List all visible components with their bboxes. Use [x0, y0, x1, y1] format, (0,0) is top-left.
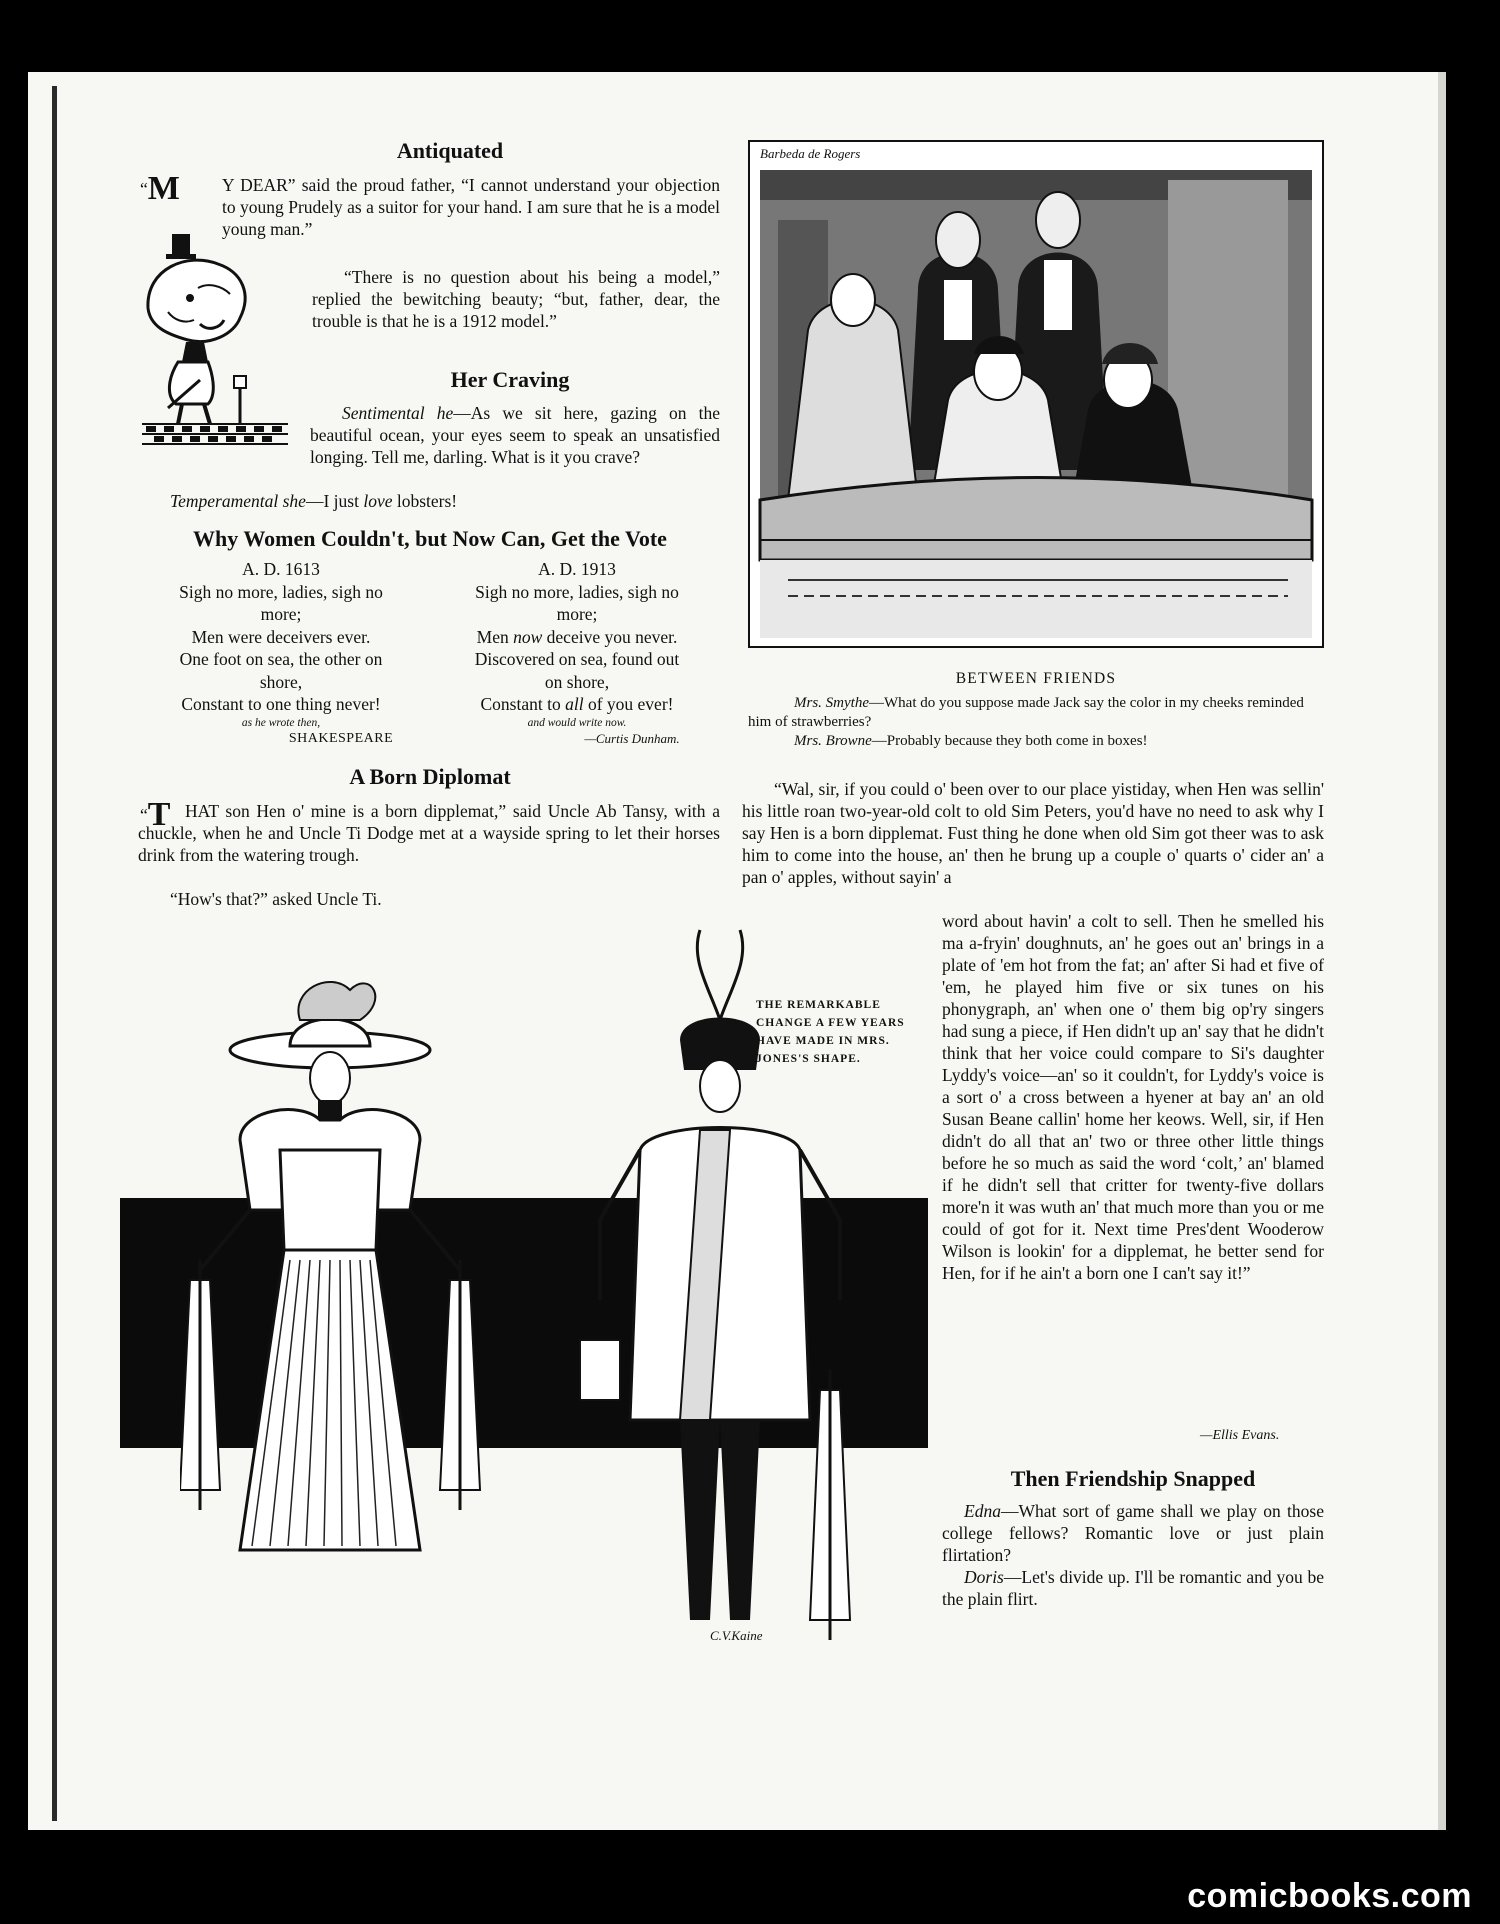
poem-1913-l2	[432, 626, 722, 649]
between-friends-caption	[748, 694, 1324, 751]
poem-1613-l1: Sigh no more, ladies, sigh no	[179, 581, 383, 602]
poem-1913-l2-em: now	[513, 626, 543, 647]
poem-1913	[432, 558, 722, 748]
friendship-line2-text: —Let's divide up. I'll be romantic and you be the plain flirt.	[942, 1567, 1324, 1609]
site-watermark: comicbooks.com	[1187, 1877, 1472, 1915]
poem-1613	[136, 558, 426, 748]
her-craving-line2	[170, 490, 720, 512]
between-friends-line2	[748, 732, 1324, 751]
father-caricature-illustration	[138, 228, 308, 460]
poem-1613-l1b: more;	[260, 604, 302, 624]
poem-1913-l4	[432, 693, 722, 716]
speaker-sentimental: Sentimental he	[342, 403, 454, 423]
poem-1913-l4-post: of you ever!	[583, 694, 674, 714]
dropcap-letter: M	[147, 170, 180, 207]
poem-1613-l3: One foot on sea, the other on	[179, 649, 383, 669]
between-friends-line1-text: —What do you suppose made Jack say the color in my cheeks reminded him of strawberries?	[748, 695, 1304, 730]
fashion-caption: THE REMARKABLE CHANGE A FEW YEARS HAVE MADE IN MRS. JONES'S SHAPE.	[756, 999, 905, 1065]
craving-line1-text: —As we sit here, gazing on the beautiful ocean, your eyes seem to speak an unsatisfied longing. Tell me, darling. What is it you crave?	[310, 403, 720, 467]
poem-1913-l3b: on shore,	[544, 671, 610, 692]
page-edge	[1438, 72, 1446, 1830]
speaker-mrs-smythe: Mrs. Smythe	[794, 695, 869, 711]
poem-1913-l3: Discovered on sea, found out	[474, 649, 680, 669]
friendship-title: Then Friendship Snapped	[1010, 1466, 1256, 1491]
poem-1613-author: SHAKESPEARE	[288, 730, 394, 746]
diplomat-p3-top: “Wal, sir, if you could o' been over to our place yistiday, when Hen was sellin' his little roan two-year-old colt to old Sim Peters, you'd have no need to ask why I say Hen is a born dipplemat. Fust thing he done when old Sim got theer was to ask him to come into the house, an' then he brung up a couple o' quarts o' cider an' a pan o' apples, without sayin' a	[742, 779, 1324, 887]
friendship-line1-text: —What sort of game shall we play on those college fellows? Romantic love or just plain flirtation?	[942, 1501, 1324, 1565]
between-friends-artist-signature: Barbeda de Rogers	[760, 146, 861, 161]
dropcap-quote: “	[140, 179, 148, 199]
poem-1613-l4: Constant to one thing never!	[181, 694, 381, 714]
poem-1613-l2: Men were deceivers ever.	[191, 626, 371, 647]
speaker-temperamental: Temperamental she	[170, 491, 306, 511]
page-spine	[52, 86, 57, 1821]
poem-1913-note: and would write now.	[527, 716, 627, 729]
poem-1613-l3b: shore,	[259, 671, 303, 692]
poem-1913-l4-em: all	[565, 694, 584, 714]
poem-1613-note: as he wrote then,	[241, 716, 321, 729]
friendship-line1	[942, 1500, 1324, 1566]
speaker-doris: Doris	[964, 1567, 1004, 1587]
poem-1913-l1: Sigh no more, ladies, sigh no	[475, 581, 679, 602]
antiquated-p1: Y DEAR” said the proud father, “I cannot understand your objection to young Prudely as a suitor for your hand. I am sure that he is a model young man.”	[222, 175, 720, 239]
poem-1913-l2-pre: Men	[476, 626, 514, 647]
poem-1913-l1b: more;	[556, 604, 598, 624]
diplomat-p2: “How's that?” asked Uncle Ti.	[170, 889, 382, 909]
poem-1913-l4-pre: Constant to	[480, 694, 566, 714]
diplomat-title: A Born Diplomat	[349, 764, 511, 789]
her-craving-title: Her Craving	[450, 367, 570, 392]
diplomat-p1: HAT son Hen o' mine is a born dipplemat,” said Uncle Ab Tansy, with a chuckle, when he and Uncle Ti Dodge met at a wayside spring to let their horses drink from the watering trough.	[138, 801, 720, 865]
antiquated-p2: “There is no question about his being a model,” replied the bewitching beauty; “but, father, dear, the trouble is that he is a 1912 model.”	[312, 267, 720, 331]
dropcap-letter: T	[147, 796, 171, 833]
speaker-edna: Edna	[964, 1501, 1001, 1521]
fashion-artist-signature: C.V.Kaine	[710, 1628, 763, 1643]
dropcap-quote: “	[140, 805, 148, 825]
year-1613: A. D. 1613	[242, 559, 320, 579]
vote-title: Why Women Couldn't, but Now Can, Get the Vote	[193, 526, 667, 551]
craving-line2-pre: —I just	[305, 491, 364, 511]
friendship-line2	[942, 1566, 1324, 1610]
craving-line2-post: lobsters!	[392, 491, 458, 511]
between-friends-line1	[748, 694, 1324, 732]
year-1913: A. D. 1913	[538, 559, 616, 579]
diplomat-author: —Ellis Evans.	[1200, 1428, 1280, 1443]
friendship-text	[942, 1500, 1324, 1610]
woman-1890s-illustration	[180, 950, 500, 1590]
between-friends-line2-text: —Probably because they both come in boxes!	[871, 733, 1148, 749]
antiquated-title: Antiquated	[396, 138, 504, 163]
her-craving-line1	[310, 402, 720, 468]
between-friends-title: BETWEEN FRIENDS	[955, 670, 1117, 687]
craving-line2-em: love	[363, 491, 393, 511]
diplomat-p3-bottom: word about havin' a colt to sell. Then he smelled his ma a-fryin' doughnuts, an' he goes out an' brings in a plate of 'em hot from the fat; an' after Si had et five of 'em, he played him five or six tunes on his phonygraph, an' when one o' them big op'ry singers had sung a piece, if Hen didn't up an' say that he didn't think that her voice could compare to Si's daughter Lyddy's voice—an' so it couldn't, for Lyddy's voice is a sort o' a cross between a hyener at bay an' an old Susan Beane callin' home her keows. Well, sir, if Hen didn't do all that an' two or three other little things before he so much as said the word ‘colt,’ an' blamed if he didn't sell that critter for twenty-five dollars more'n it was wuth an' that much more than you or me could of got for it. Next time Pres'dent Wooderow Wilson is lookin' for a dipplemat, he better send for Hen, for if he ain't a born one I can't say it!”	[942, 911, 1324, 1283]
between-friends-illustration	[748, 140, 1324, 648]
poem-1913-l2-post: deceive you never.	[542, 626, 678, 647]
speaker-mrs-browne: Mrs. Browne	[794, 733, 872, 749]
poem-1913-author: —Curtis Dunham.	[584, 730, 680, 746]
